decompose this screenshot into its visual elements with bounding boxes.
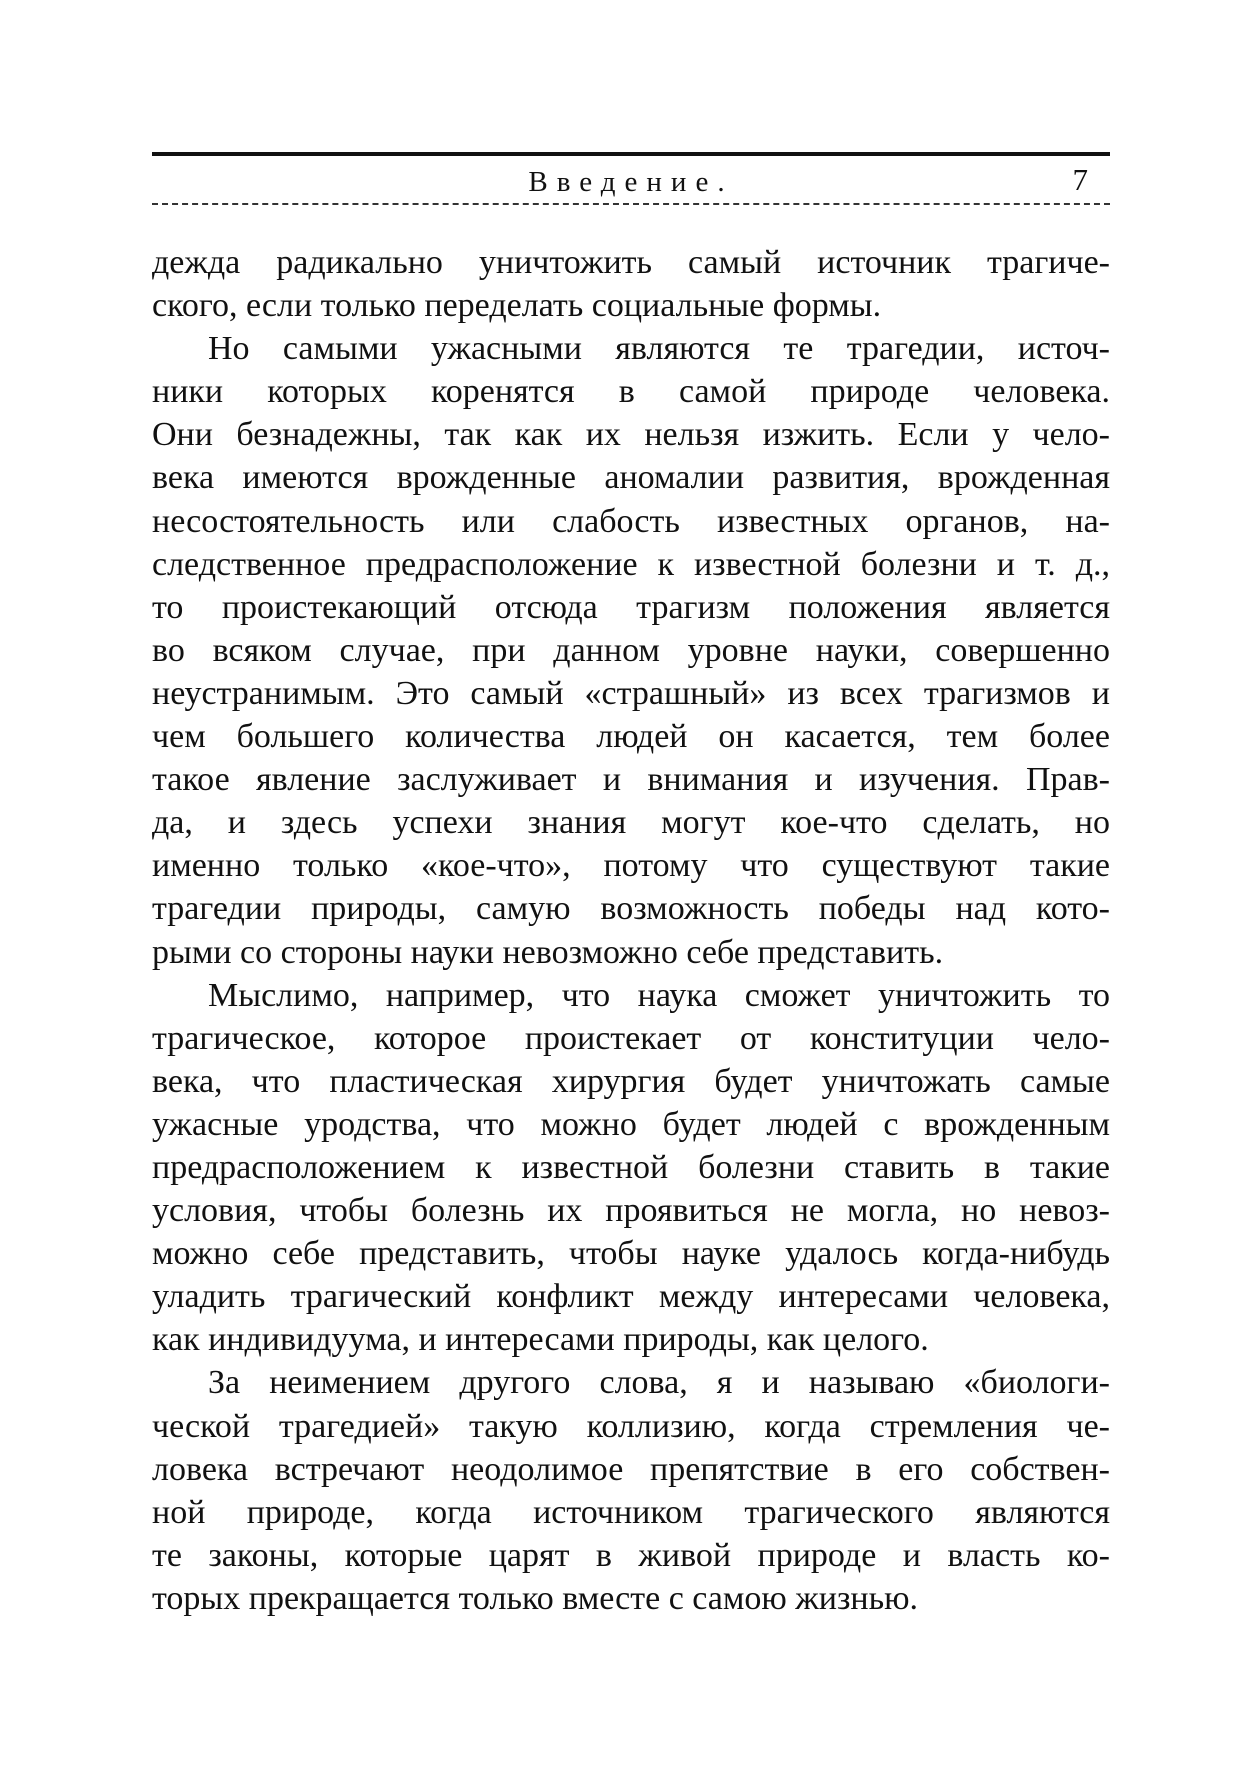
text-line: во всяком случае, при данном уровне науки, совершенно	[152, 631, 1110, 669]
running-title: Введение.	[528, 166, 734, 198]
text-line: дежда радикально уничтожить самый источник трагиче-	[152, 244, 1110, 281]
text-line: Но самыми ужасными являются те трагедии, источ-	[208, 330, 1110, 368]
header-bottom-rule	[152, 203, 1110, 205]
text-line: трагическое, которое проистекает от конституции чело-	[152, 1019, 1110, 1057]
text-line: да, и здесь успехи знания могут кое-что сделать, но	[152, 804, 1110, 842]
text-line: ники которых коренятся в самой природе человека.	[152, 373, 1110, 411]
text-line: Мыслимо, например, что наука сможет уничтожить то	[208, 976, 1110, 1014]
text-line: неустранимым. Это самый «страшный» из всех трагизмов и	[152, 674, 1110, 712]
text-line: уладить трагический конфликт между интересами человека,	[152, 1278, 1110, 1316]
text-line: ной природе, когда источником трагического являются	[152, 1493, 1110, 1531]
text-line: рыми со стороны науки невозможно себе представить.	[152, 933, 944, 971]
text-line: Они безнадежны, так как их нельзя изжить. Если у чело-	[152, 416, 1110, 454]
text-line: то проистекающий отсюда трагизм положения является	[152, 588, 1110, 626]
text-line: ского, если только переделать социальные формы.	[152, 287, 882, 325]
text-line: За неимением другого слова, я и называю «биологи-	[208, 1364, 1110, 1402]
text-line: трагедии природы, самую возможность победы над кото-	[152, 890, 1110, 928]
text-line: века имеются врожденные аномалии развития, врожденная	[152, 459, 1110, 497]
text-line: предрасположением к известной болезни ставить в такие	[152, 1148, 1110, 1186]
body-text	[152, 241, 1110, 1620]
page-number: 7	[1072, 162, 1088, 197]
header-top-rule	[152, 152, 1110, 156]
text-line: следственное предрасположение к известной болезни и т. д.,	[152, 545, 1110, 583]
text-line: ловека встречают неодолимое препятствие в его собствен-	[152, 1450, 1110, 1488]
text-line: ужасные уродства, что можно будет людей с врожденным	[152, 1105, 1110, 1143]
text-line: условия, чтобы болезнь их проявиться не могла, но невоз-	[152, 1192, 1110, 1230]
text-line: торых прекращается только вместе с самою жизнью.	[152, 1579, 919, 1617]
text-line: как индивидуума, и интересами природы, как целого.	[152, 1321, 929, 1359]
page-header	[152, 158, 1110, 206]
text-line: можно себе представить, чтобы науке удалось когда-нибудь	[152, 1235, 1110, 1273]
text-line: те законы, которые царят в живой природе и власть ко-	[152, 1536, 1110, 1574]
text-line: чем большего количества людей он касается, тем более	[152, 718, 1110, 756]
text-line: ческой трагедией» такую коллизию, когда стремления че-	[152, 1407, 1110, 1445]
text-line: века, что пластическая хирургия будет уничтожать самые	[152, 1062, 1110, 1100]
text-line: такое явление заслуживает и внимания и изучения. Прав-	[152, 761, 1110, 799]
text-line: именно только «кое-что», потому что существуют такие	[152, 847, 1110, 885]
text-line: несостоятельность или слабость известных органов, на-	[152, 502, 1110, 540]
